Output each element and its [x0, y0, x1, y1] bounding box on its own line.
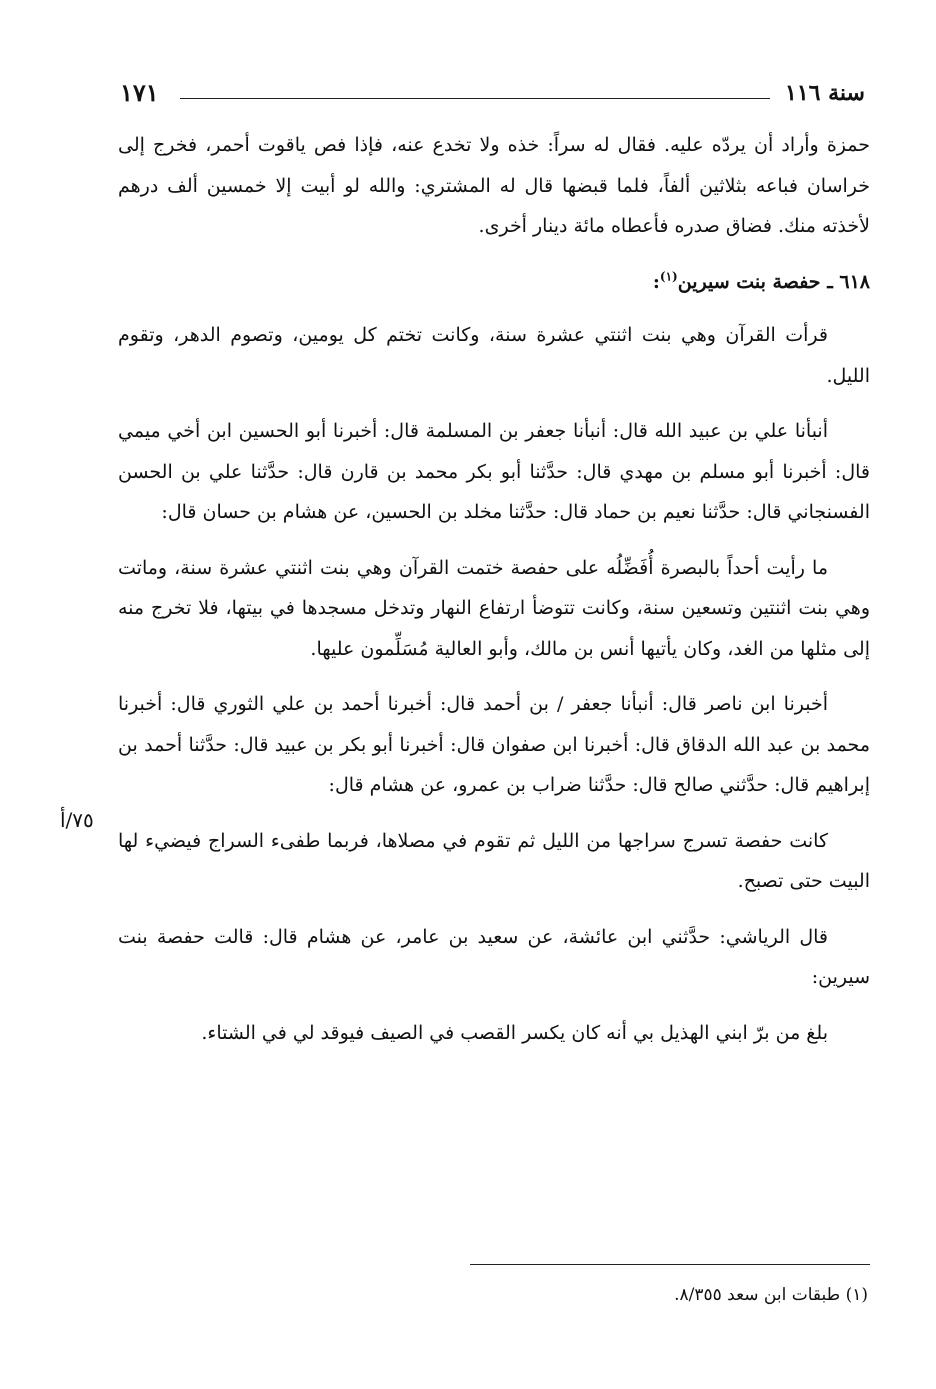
body-text: [118, 125, 870, 1068]
paragraph-isnad: قال الرياشي: حدَّثني ابن عائشة، عن سعيد بن عامر، عن هشام قال: قالت حفصة بنت سيرين:: [118, 925, 870, 988]
page-number: ١٧١: [120, 78, 159, 107]
entry-heading-colon: :: [652, 270, 660, 293]
paragraph-continuation: حمزة وأراد أن يردّه عليه. فقال له سراً: خذه ولا تخدع عنه، فإذا فص ياقوت أحمر، فخرج إلى خراسان فباعه بثلاثين ألفاً، فلما قبضها قال له المشتري: والله لو أبيت إلا خمسين ألف درهم لأخذته منك. فضاق صدره فأعطاه مائة دينار أخرى.: [118, 134, 871, 237]
paragraph: كانت حفصة تسرج سراجها من الليل ثم تقوم في مصلاها، فربما طفىء السراج فيضيء لها البيت حتى تصبح.: [118, 829, 870, 892]
header-rule: [180, 98, 770, 99]
footnote: (١) طبقات ابن سعد ٨/٣٥٥.: [674, 1285, 868, 1305]
paragraph-isnad: أنبأنا علي بن عبيد الله قال: أنبأنا جعفر بن المسلمة قال: أخبرنا أبو الحسين ابن أخي ميمي قال: أخبرنا أبو مسلم بن مهدي قال: حدَّثنا أبو بكر محمد بن قارن قال: حدَّثنا علي بن الحسن الفسنجاني قال: حدَّثنا نعيم بن حماد قال: حدَّثنا مخلد بن الحسين، عن هشام بن حسان قال:: [118, 420, 870, 523]
running-header: [120, 78, 865, 118]
manuscript-folio-note: ٧٥/أ: [60, 808, 94, 832]
paragraph: قرأت القرآن وهي بنت اثنتي عشرة سنة، وكانت تختم كل يومين، وتصوم الدهر، وتقوم الليل.: [118, 324, 870, 387]
paragraph: بلغ من برّ ابني الهذيل بي أنه كان يكسر القصب في الصيف فيوقد لي في الشتاء.: [201, 1021, 828, 1044]
footnote-marker: (١): [659, 269, 678, 284]
paragraph: ما رأيت أحداً بالبصرة أُفَضِّلُه على حفصة ختمت القرآن وهي بنت اثنتي عشرة سنة، وماتت وهي بنت اثنتين وتسعين سنة، وكانت تتوضأ ارتفاع النهار وتدخل مسجدها في بيتها، فلا تخرج منه إلى مثلها من الغد، وكان يأتيها أنس بن مالك، وأبو العالية مُسَلِّمون عليها.: [118, 556, 870, 660]
entry-number: ٦١٨ ـ: [827, 270, 870, 293]
entry-name: حفصة بنت سيرين: [677, 270, 821, 293]
header-year-label: سنة ١١٦: [785, 80, 865, 106]
entry-heading: [118, 262, 870, 303]
paragraph-isnad: أخبرنا ابن ناصر قال: أنبأنا جعفر / بن أحمد قال: أخبرنا أحمد بن علي الثوري قال: أخبرنا محمد بن عبد الله الدقاق قال: أخبرنا ابن صفوان قال: أخبرنا أبو بكر بن عبيد قال: حدَّثنا أحمد بن إبراهيم قال: حدَّثني صالح قال: حدَّثنا ضراب بن عمرو، عن هشام قال:: [118, 693, 870, 796]
footnote-rule: [470, 1264, 870, 1265]
